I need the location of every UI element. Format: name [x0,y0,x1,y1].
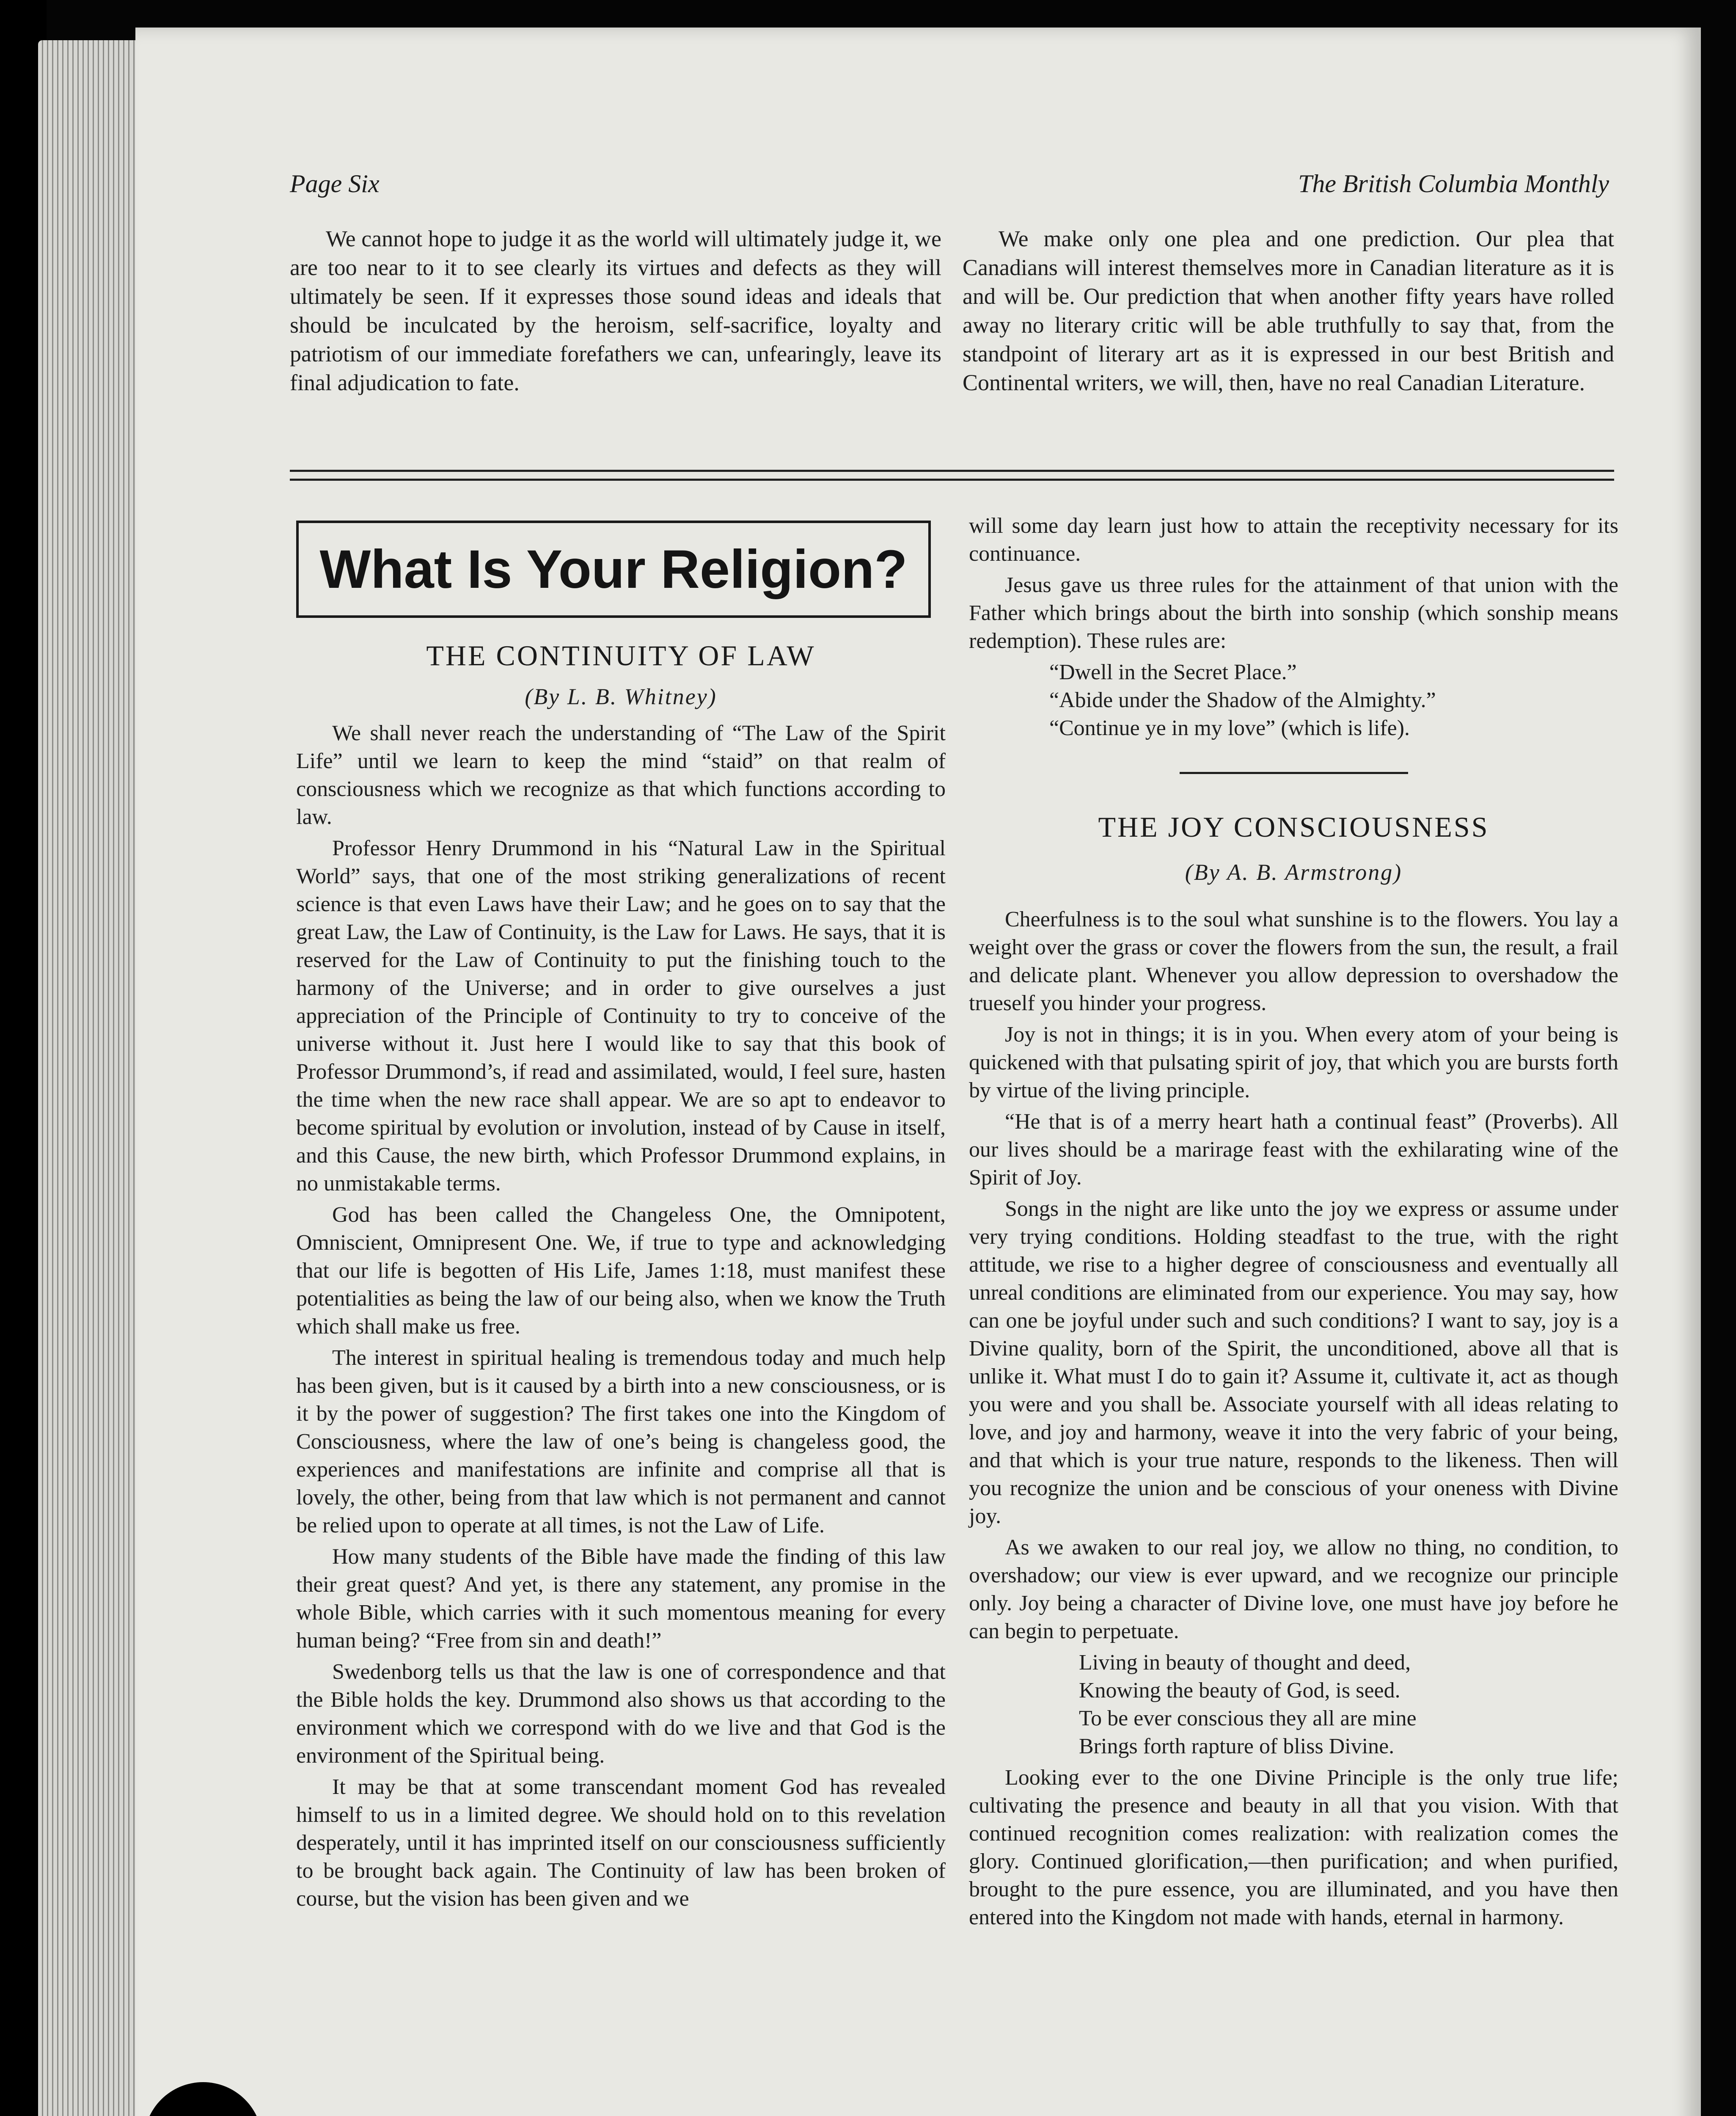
joy-paragraph: As we awaken to our real joy, we allow no thing, no condition, to overshadow; our view is ever upward, and we recognize our principle only. Joy being a character of Divine love, one must have joy before he can begin to perpetuate. [969,1535,1618,1643]
continuity-paragraph: God has been called the Changeless One, the Omnipotent, Omniscient, Omnipresent One. We, if true to type and acknowledging that our life is begotten of His Life, James 1:18, must manifest these potentialities as being the law of our being also, when we know the Truth which shall make us free. [296,1203,946,1339]
continuation-paragraph: will some day learn just how to attain the receptivity necessary for its continuance. [969,514,1618,566]
continuity-paragraph: How many students of the Bible have made the finding of this law their great quest? And yet, is there any statement, any promise in the whole Bible, which carries with it such momentous meaning for every human being? “Free from sin and death!” [296,1545,946,1653]
poem-line: Brings forth rapture of bliss Divine. [1079,1734,1395,1758]
joy-paragraph: Joy is not in things; it is in you. When every atom of your being is quickened with that pulsating spirit of joy, that which you are bursts forth by virtue of the living principle. [969,1022,1618,1102]
joy-byline: (By A. B. Armstrong) [1185,860,1403,885]
joy-heading: THE JOY CONSCIOUSNESS [1098,811,1489,843]
rule-item: “Dwell in the Secret Place.” [1049,660,1297,684]
page-stack-edges [38,40,144,2116]
page-number-header: Page Six [290,170,380,198]
continuity-paragraph: The interest in spiritual healing is tremendous today and much help has been given, but is it caused by a birth into a new consciousness, or is it by the power of suggestion? The first takes one into the Kingdom of Consciousness, where the law of one’s being is changeless good, the experiences and manifestations are infinite and comprise all that is lovely, the other, being from that law which is not permanent and cannot be relied upon to operate at all times, is not the Law of Life. [296,1346,946,1537]
joy-paragraph: “He that is of a merry heart hath a continual feast” (Proverbs). All our lives should be a marirage feast with the exhilarating wine of the Spirit of Joy. [969,1110,1618,1190]
joy-poem [1079,1649,1618,1761]
poem-line: To be ever conscious they all are mine [1079,1706,1417,1730]
top-left-paragraph: We cannot hope to judge it as the world will ultimately judge it, we are too near to it to see clearly its virtues and defects as they will ultimately be seen. If it expresses those sound ideas and ideals that should be inculcated by the heroism, self-sacrifice, loyalty and patriotism of our immediate forefathers we can, unfearingly, leave its final adjudication to fate. [290,226,941,395]
continuity-body [296,719,946,1916]
article-title-box [296,521,931,618]
continuity-continuation [969,512,1618,774]
article-title: What Is Your Religion? [319,539,908,600]
joy-closing: Looking ever to the one Divine Principle is the only true life; cultivating the presence and beauty in all that you vision. With that continued recognition comes realization: with realization comes the glory. Continued glorification,—then purification; and when purified, brought to the pure essence, you are illuminated, and you have then entered into the Kingdom not made with hands, eternal in harmony. [969,1766,1618,1929]
top-right-column [963,224,1614,400]
poem-line: Living in beauty of thought and deed, [1079,1650,1411,1675]
continuation-paragraph: Jesus gave us three rules for the attainment of that union with the Father which brings about the birth into sonship (which sonship means redemption). These rules are: [969,573,1618,653]
continuity-byline: (By L. B. Whitney) [525,684,717,709]
joy-paragraph: Songs in the night are like unto the joy we express or assume under very trying conditions. Holding steadfast to the true, with the right attitude, we rise to a higher degree of consciousness and eventually all unreal conditions are eliminated from our experience. You may say, how can one be joyful under such and such conditions? I want to say, joy is a Divine quality, born of the Spirit, the unconditioned, above all that is unlike it. What must I do to gain it? Assume it, cultivate it, act as though you were and you shall be. Associate yourself with all ideas relating to love, and joy and harmony, weave it into the very fabric of your being, and that which is your true nature, responds to the likeness. Then will you recognize the union and be conscious of your oneness with Divine joy. [969,1197,1618,1528]
top-left-column [290,224,941,400]
joy-body [969,906,1618,1935]
section-divider [290,470,1614,481]
top-right-paragraph: We make only one plea and one prediction. Our plea that Canadians will interest themselves more in Canadian literature as it is and will be. Our prediction that when another fifty years have rolled away no literary critic will be able truthfully to say that, from the standpoint of literary art as it is expressed in our best British and Continental writers, we will, then, have no real Canadian Literature. [963,226,1614,395]
continuity-heading: THE CONTINUITY OF LAW [426,639,816,672]
article-separator [1180,772,1408,774]
continuity-paragraph: Swedenborg tells us that the law is one of correspondence and that the Bible holds the key. Drummond also shows us that according to the environment which we correspond with do we live and that God is the environment of the Spiritual being. [296,1660,946,1768]
rules-list [1049,658,1618,742]
continuity-paragraph: Professor Henry Drummond in his “Natural Law in the Spiritual World” says, that one of the most striking generalizations of recent science is that even Laws have their Law; and he goes on to say that the great Law, the Law of Continuity, is the Law for Laws. He says, that it is reserved for the Law of Continuity to put the finishing touch to the harmony of the Universe; and in order to give ourselves a just appreciation of the Principle of Continuity to try to conceive of the universe without it. Just here I would like to say that this book of Professor Drummond’s, if read and assimilated, would, I feel sure, hasten the time when the new race shall appear. We are so apt to endeavor to become spiritual by evolution or involution, instead of by Cause in itself, and this Cause, the new birth, which Professor Drummond explains, in no unmistakable terms. [296,836,946,1196]
poem-line: Knowing the beauty of God, is seed. [1079,1678,1400,1703]
publication-title-header: The British Columbia Monthly [1298,170,1609,198]
rule-item: “Continue ye in my love” (which is life). [1049,716,1410,740]
continuity-paragraph: We shall never reach the understanding of “The Law of the Spirit Life” until we learn to keep the mind “staid” on that realm of consciousness which we recognize as that which functions according to law. [296,721,946,829]
continuity-paragraph: It may be that at some transcendant moment God has revealed himself to us in a limited degree. We should hold on to this revelation desperately, until it has imprinted itself on our consciousness sufficiently to be brought back again. The Continuity of law has been broken of course, but the vision has been given and we [296,1775,946,1911]
rule-item: “Abide under the Shadow of the Almighty.” [1049,688,1436,712]
joy-paragraph: Cheerfulness is to the soul what sunshine is to the flowers. You lay a weight over the grass or cover the flowers from the sun, the result, a frail and delicate plant. Whenever you allow depression to overshadow the trueself you hinder your progress. [969,907,1618,1015]
